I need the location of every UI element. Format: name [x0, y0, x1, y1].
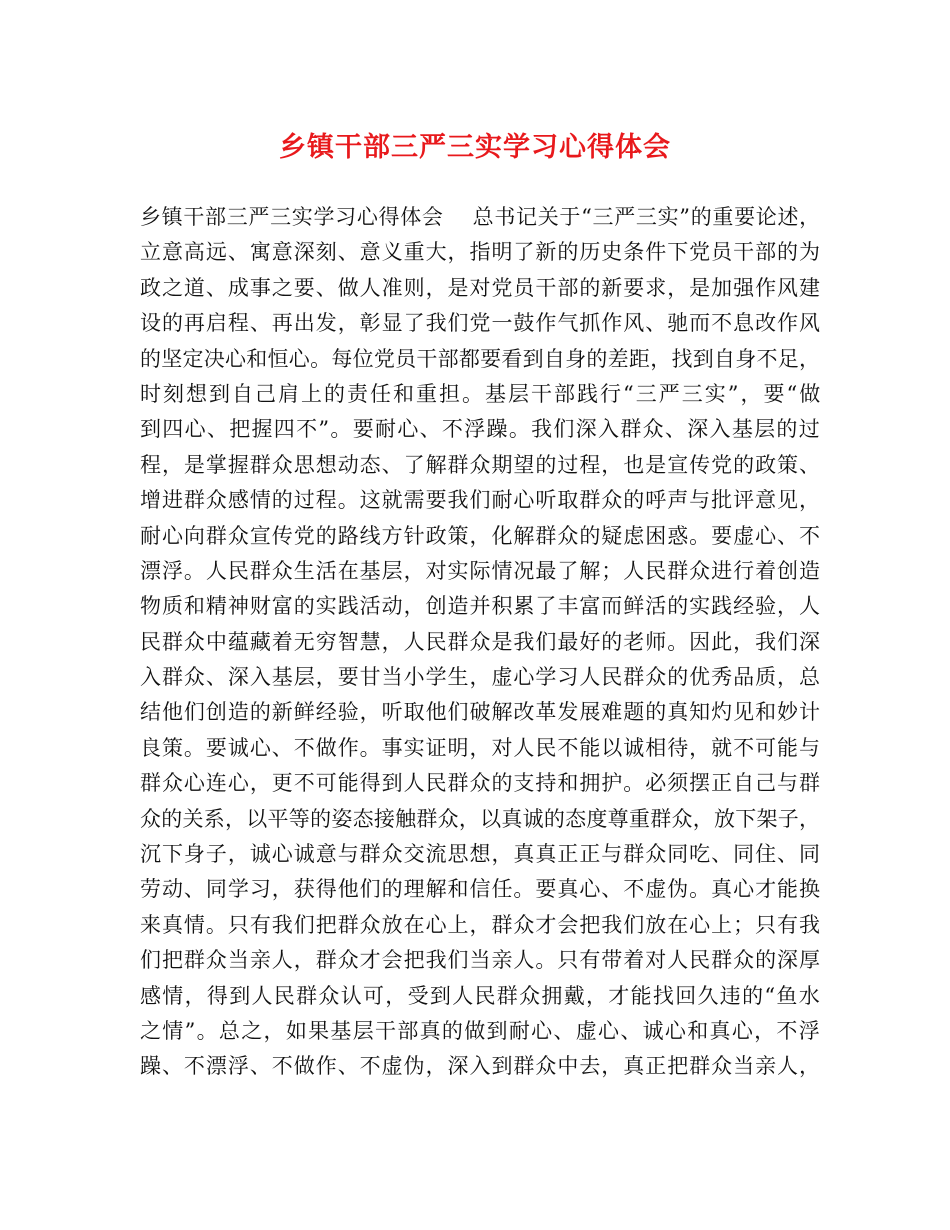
body-line: 设的再启程、再出发，彰显了我们党一鼓作气抓作风、驰而不息改作风 [140, 311, 821, 336]
body-line: 沉下身子，诚心诚意与群众交流思想，真真正正与群众同吃、同住、同 [140, 842, 821, 867]
body-line: 立意高远、寓意深刻、意义重大，指明了新的历史条件下党员干部的为 [140, 240, 821, 265]
body-line: 耐心向群众宣传党的路线方针政策，化解群众的疑虑困惑。要虚心、不 [140, 523, 821, 548]
body-line: 众的关系，以平等的姿态接触群众，以真诚的态度尊重群众，放下架子， [140, 806, 821, 831]
body-line: 群众心连心，更不可能得到人民群众的支持和拥护。必须摆正自己与群 [140, 771, 821, 796]
body-line: 劳动、同学习，获得他们的理解和信任。要真心、不虚伪。真心才能换 [140, 877, 821, 902]
body-line: 乡镇干部三严三实学习心得体会 总书记关于“三严三实”的重要论述， [140, 205, 821, 229]
body-line: 入群众、深入基层，要甘当小学生，虚心学习人民群众的优秀品质，总 [140, 665, 821, 690]
document-body [140, 200, 823, 1085]
body-line: 感情，得到人民群众认可，受到人民群众拥戴，才能找回久违的“鱼水 [140, 983, 822, 1008]
body-line: 程，是掌握群众思想动态、了解群众期望的过程，也是宣传党的政策、 [140, 452, 821, 477]
body-line: 结他们创造的新鲜经验，听取他们破解改革发展难题的真知灼见和妙计 [140, 700, 821, 725]
body-line: 之情”。总之，如果基层干部真的做到耐心、虚心、诚心和真心，不浮 [140, 1018, 822, 1043]
body-line: 的坚定决心和恒心。每位党员干部都要看到自身的差距，找到自身不足， [140, 346, 821, 371]
body-line: 政之道、成事之要、做人准则，是对党员干部的新要求，是加强作风建 [140, 275, 821, 300]
body-line: 民群众中蕴藏着无穷智慧，人民群众是我们最好的老师。因此，我们深 [140, 629, 821, 654]
body-line: 良策。要诚心、不做作。事实证明，对人民不能以诚相待，就不可能与 [140, 735, 821, 760]
document-title: 乡镇干部三严三实学习心得体会 [279, 132, 671, 163]
body-line: 漂浮。人民群众生活在基层，对实际情况最了解；人民群众进行着创造 [140, 558, 821, 583]
body-line: 到四心、把握四不”。要耐心、不浮躁。我们深入群众、深入基层的过 [140, 417, 822, 442]
body-line: 时刻想到自己肩上的责任和重担。基层干部践行“三严三实”，要“做 [140, 381, 823, 406]
body-line: 来真情。只有我们把群众放在心上，群众才会把我们放在心上；只有我 [140, 912, 821, 937]
body-line: 物质和精神财富的实践活动，创造并积累了丰富而鲜活的实践经验，人 [140, 594, 821, 619]
body-line: 们把群众当亲人，群众才会把我们当亲人。只有带着对人民群众的深厚 [140, 948, 821, 973]
body-line: 增进群众感情的过程。这就需要我们耐心听取群众的呼声与批评意见， [140, 488, 821, 513]
body-line: 躁、不漂浮、不做作、不虚伪，深入到群众中去，真正把群众当亲人， [140, 1054, 821, 1079]
